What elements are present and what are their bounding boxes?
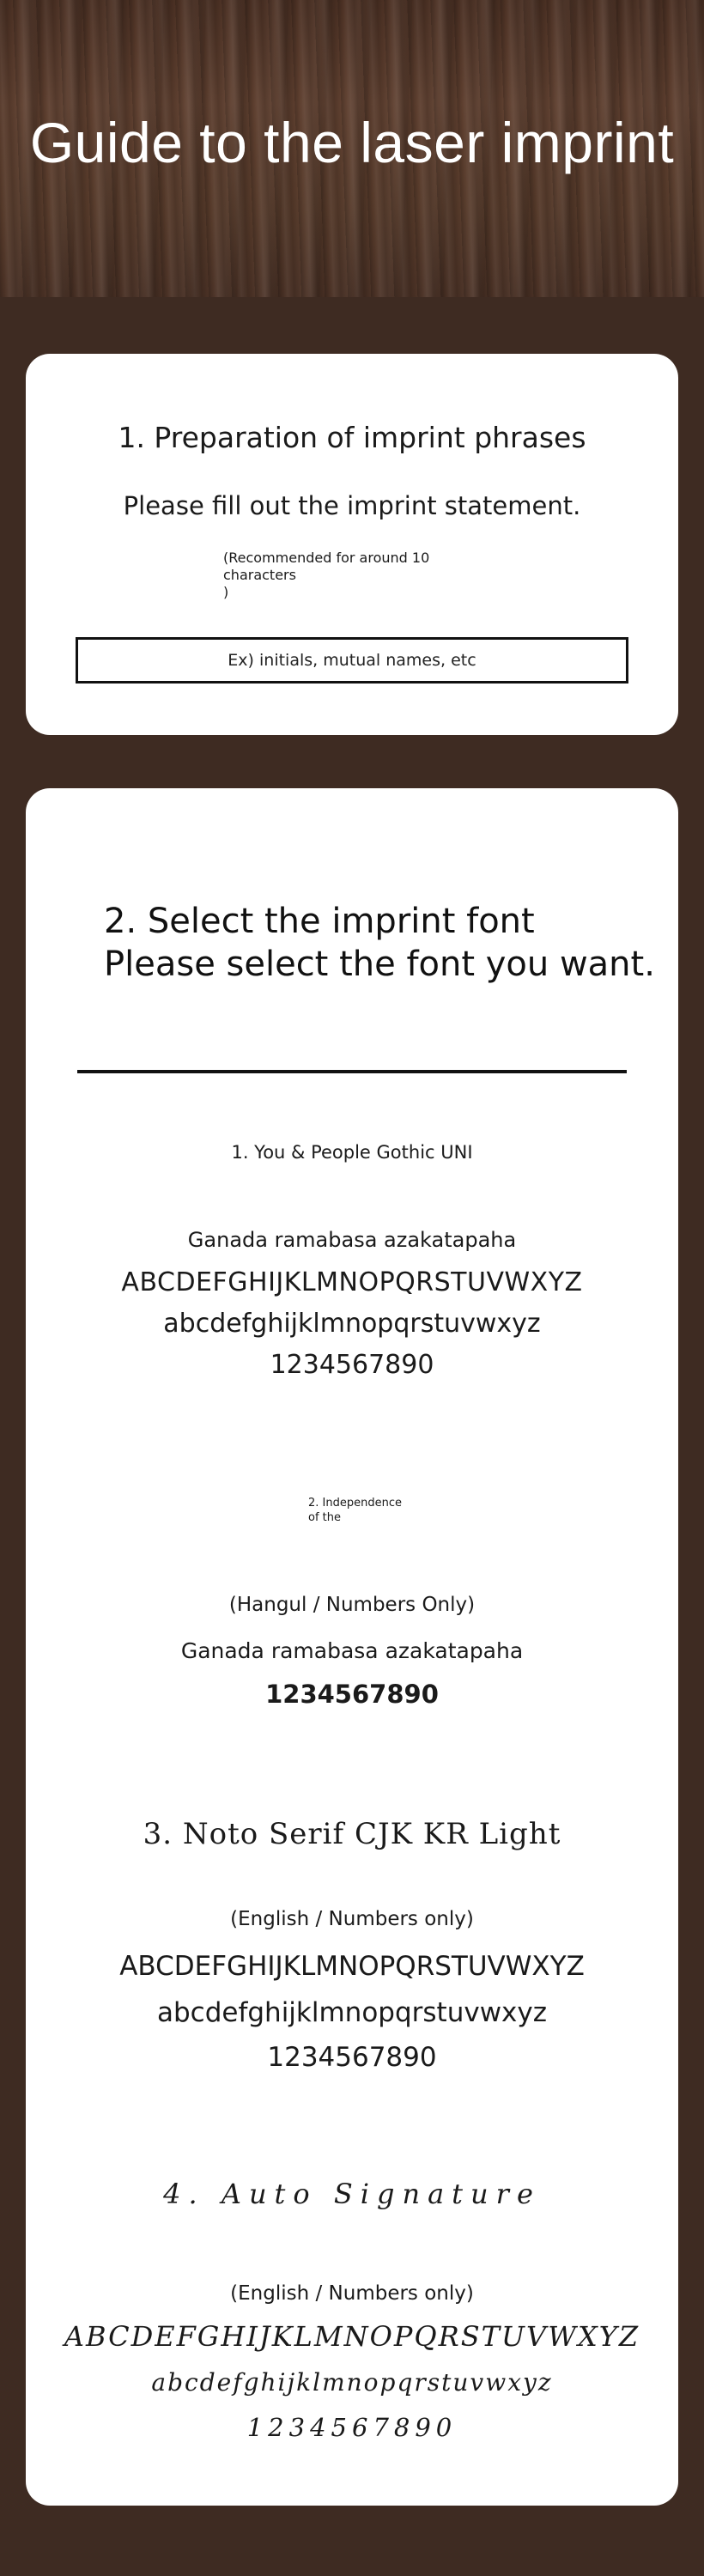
step2-heading: [104, 900, 655, 986]
font2-sample-numbers: 1234567890: [265, 1680, 439, 1709]
font2-title[interactable]: 2. Independence of the: [308, 1497, 402, 1524]
font3-sample-lower: abcdefghijklmnopqrstuvwxyz: [156, 1997, 548, 2028]
font3-title[interactable]: 3. Noto Serif CJK KR Light: [143, 1817, 561, 1851]
font4-sample-numbers: 1234567890: [246, 2413, 458, 2442]
font2-hint: (Hangul / Numbers Only): [228, 1594, 476, 1616]
page-title: Guide to the laser imprint: [29, 111, 675, 174]
font3-sample-numbers: 1234567890: [267, 2042, 437, 2073]
font1-sample-upper: ABCDEFGHIJKLMNOPQRSTUVWXYZ: [121, 1267, 583, 1297]
imprint-text-field[interactable]: [76, 637, 628, 683]
section-divider: [77, 1070, 627, 1073]
font4-sample-lower: abcdefghijklmnopqrstuvwxyz: [151, 2368, 553, 2397]
step1-note: (Recommended for around 10 characters ): [223, 550, 430, 600]
font1-sample-numbers: 1234567890: [270, 1350, 434, 1380]
font1-title[interactable]: 1. You & People Gothic UNI: [231, 1142, 473, 1163]
imprint-text-placeholder: Ex) initials, mutual names, etc: [228, 651, 476, 670]
font4-sample-upper: ABCDEFGHIJKLMNOPQRSTUVWXYZ: [64, 2320, 640, 2353]
imprint-phrase-card: [26, 354, 678, 735]
font4-title[interactable]: 4. Auto Signature: [163, 2178, 541, 2210]
font1-sample-korean: Ganada ramabasa azakatapaha: [187, 1228, 517, 1252]
step2-heading-line1: 2. Select the imprint font: [104, 902, 535, 941]
font3-sample-upper: ABCDEFGHIJKLMNOPQRSTUVWXYZ: [119, 1951, 585, 1982]
step2-heading-line2: Please select the font you want.: [104, 945, 655, 984]
font-selection-card: [26, 788, 678, 2506]
step1-heading: 1. Preparation of imprint phrases: [118, 421, 586, 454]
step1-subheading: Please fill out the imprint statement.: [123, 491, 581, 520]
font3-hint: (English / Numbers only): [230, 1908, 474, 1930]
font4-hint: (English / Numbers only): [230, 2282, 474, 2305]
font2-sample-korean: Ganada ramabasa azakatapaha: [180, 1638, 524, 1663]
font1-sample-lower: abcdefghijklmnopqrstuvwxyz: [163, 1309, 541, 1339]
hero-banner: [0, 0, 704, 297]
